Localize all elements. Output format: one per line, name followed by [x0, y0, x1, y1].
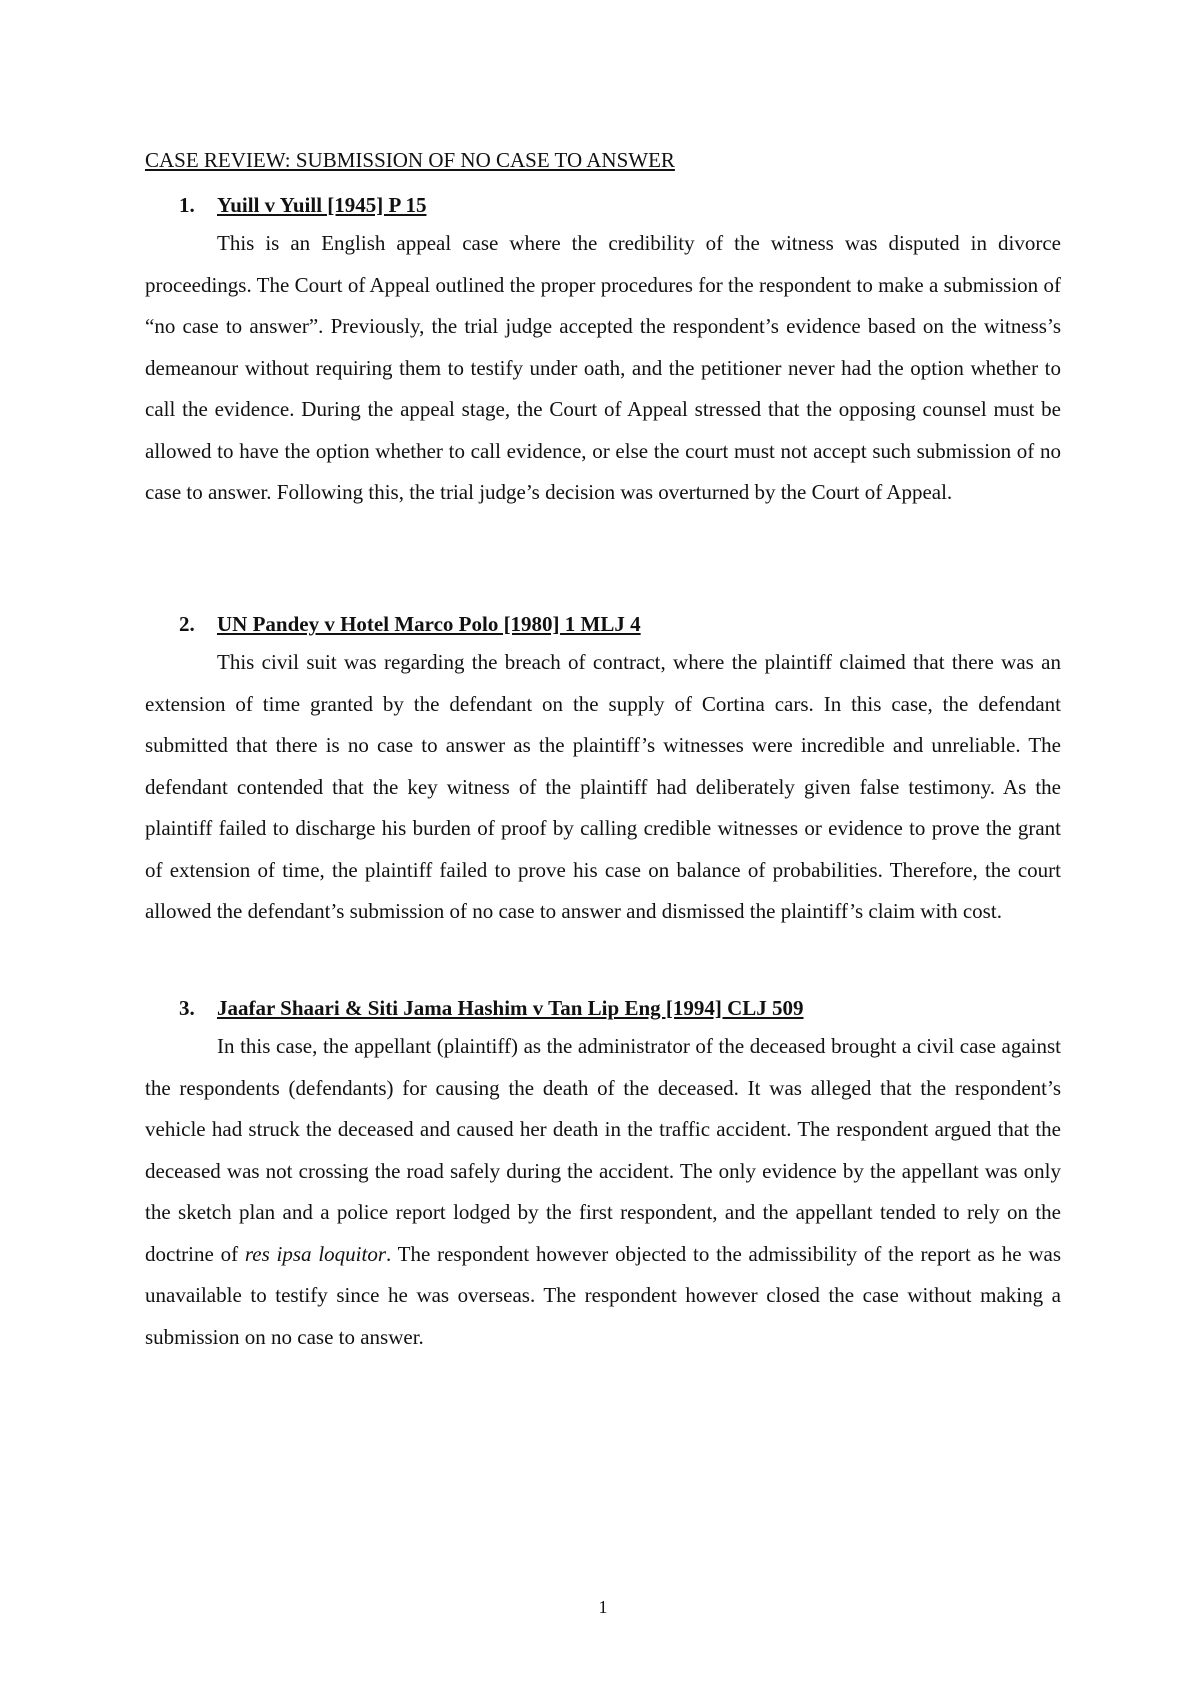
case-summary	[145, 1026, 1061, 1358]
legal-doctrine-term: res ipsa loquitor	[244, 1241, 386, 1266]
case-summary-text-start: In this case, the appellant (plaintiff) as the administrator of the deceased brought a civil case against the respondents (defendants) for causing the death of the deceased. It was alleged that the respondent’s vehicle had struck the deceased and caused her death in the traffic accident. The respondent argued that the deceased was not crossing the road safely during the accident. The only evidence by the appellant was only the sketch plan and a police report lodged by the first respondent, and the appellant tended to rely on the doctrine of	[145, 1034, 1061, 1266]
page-number: 1	[598, 1597, 608, 1617]
case-section-2	[145, 609, 1061, 933]
case-heading-2	[145, 609, 1061, 639]
case-summary: This civil suit was regarding the breach of contract, where the plaintiff claimed that there was an extension of time granted by the defendant on the supply of Cortina cars. In this case, the defendant submitted that there is no case to answer as the plaintiff’s witnesses were incredible and unreliable. The defendant contended that the key witness of the plaintiff had deliberately given false testimony. As the plaintiff failed to discharge his burden of proof by calling credible witnesses or evidence to prove the grant of extension of time, the plaintiff failed to prove his case on balance of probabilities. Therefore, the court allowed the defendant’s submission of no case to answer and dismissed the plaintiff’s claim with cost.	[145, 650, 1061, 923]
case-number: 3.	[179, 996, 195, 1020]
case-summary-text-end: . The respondent however objected to the admissibility of the report as he was unavailable to testify since he was overseas. The respondent however closed the case without making a submission on no case to answer.	[145, 1241, 1061, 1349]
case-citation: Yuill v Yuill [1945] P 15	[217, 193, 427, 217]
case-number: 1.	[179, 193, 195, 217]
case-citation: UN Pandey v Hotel Marco Polo [1980] 1 MLJ 4	[217, 612, 641, 636]
case-section-3	[145, 993, 1061, 1358]
case-citation: Jaafar Shaari & Siti Jama Hashim v Tan Lip Eng [1994] CLJ 509	[217, 996, 804, 1020]
case-heading-3	[145, 993, 1061, 1023]
case-summary: This is an English appeal case where the credibility of the witness was disputed in divorce proceedings. The Court of Appeal outlined the proper procedures for the respondent to make a submission of “no case to answer”. Previously, the trial judge accepted the respondent’s evidence based on the witness’s demeanour without requiring them to testify under oath, and the petitioner never had the option whether to call the evidence. During the appeal stage, the Court of Appeal stressed that the opposing counsel must be allowed to have the option whether to call evidence, or else the court must not accept such submission of no case to answer. Following this, the trial judge’s decision was overturned by the Court of Appeal.	[145, 231, 1061, 504]
case-number: 2.	[179, 612, 195, 636]
page-title: CASE REVIEW: SUBMISSION OF NO CASE TO ANSWER	[145, 148, 675, 172]
case-heading-1	[145, 190, 1061, 220]
case-section-1	[145, 190, 1061, 514]
